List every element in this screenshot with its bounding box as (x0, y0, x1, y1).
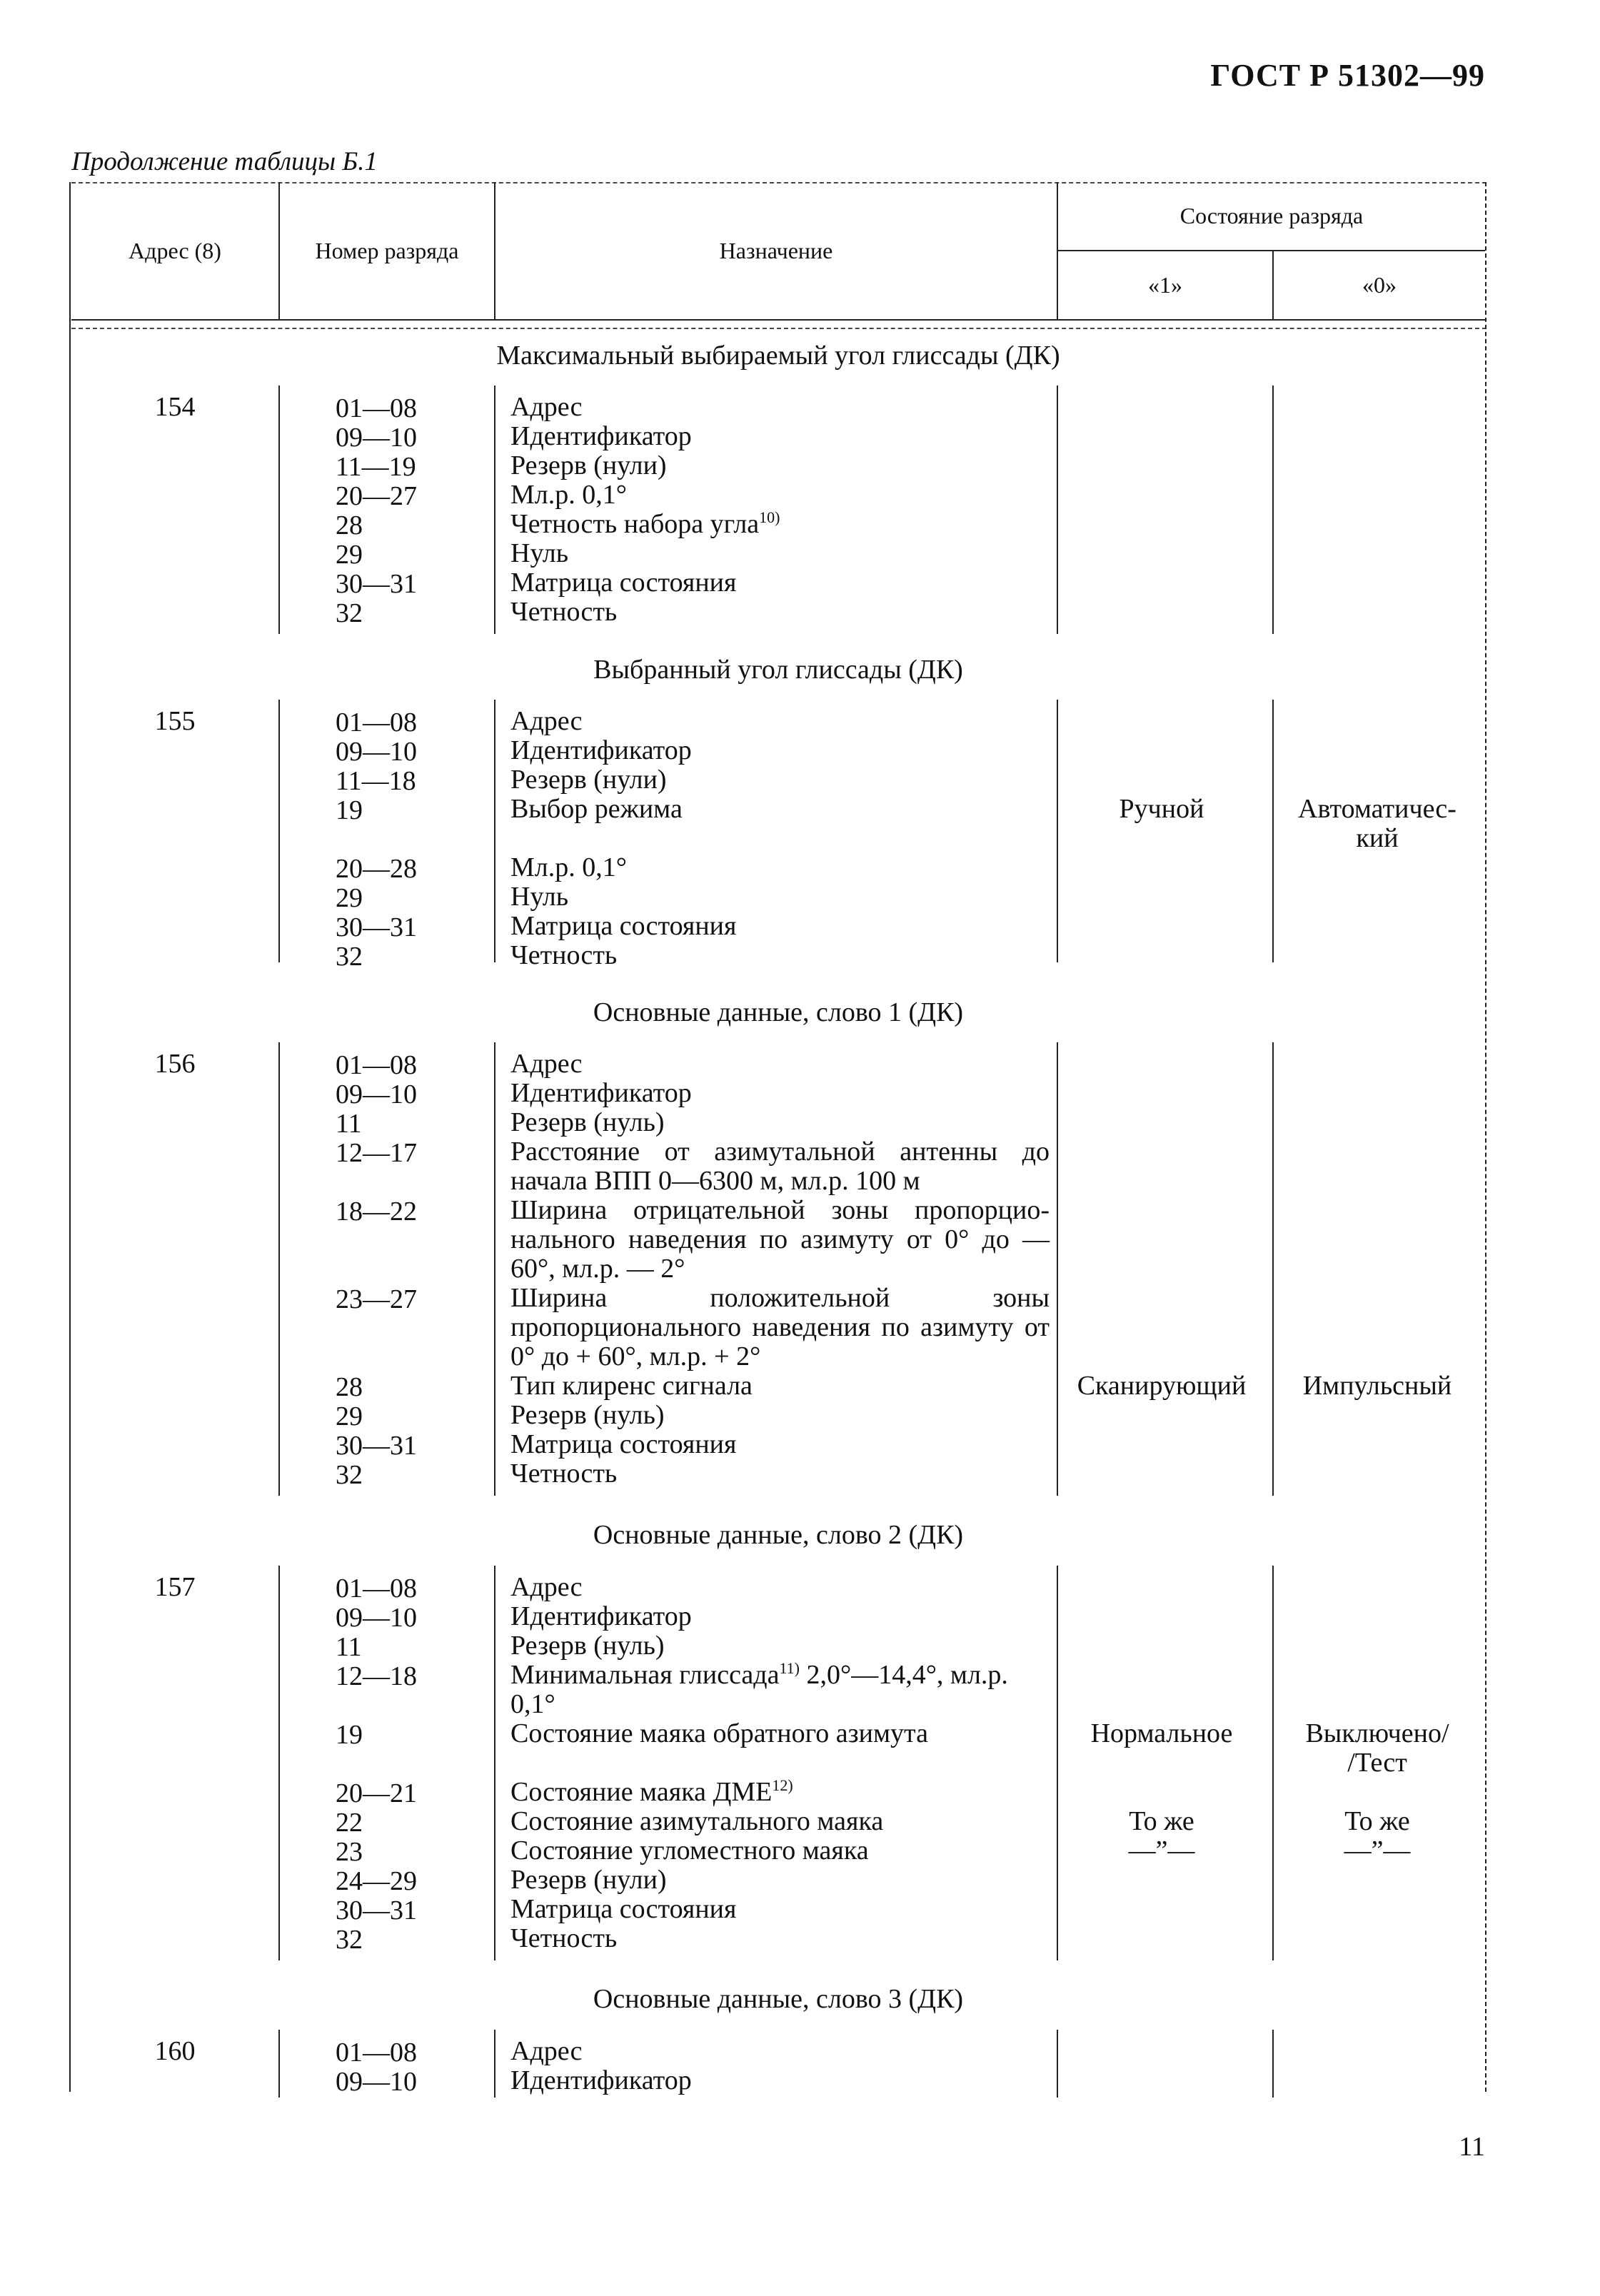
state-zero-value: —”— (1344, 1836, 1411, 1866)
header-bottom-rule (71, 319, 1486, 321)
state-zero-value: Импульсный (1302, 1371, 1452, 1401)
state-zero-value: То же (1344, 1806, 1410, 1836)
header-address: Адрес (8) (129, 237, 221, 263)
table-left-border (69, 182, 71, 2092)
section-title: Основные данные, слово 1 (ДК) (593, 997, 964, 1027)
address-cell: 156 (154, 1049, 196, 1079)
header-purpose: Назначение (719, 237, 833, 263)
header-bit-number: Номер разряда (315, 237, 459, 263)
state-one-value: Нормальное (1090, 1718, 1233, 1748)
section-title: Выбранный угол глиссады (ДК) (593, 655, 963, 685)
table-continuation-label: Продолжение таблицы Б.1 (71, 147, 378, 176)
address-cell: 160 (154, 2036, 196, 2066)
address-cell: 155 (154, 706, 196, 736)
state-zero-value: Выключено/ /Тест (1305, 1718, 1449, 1778)
header-bit-state: Состояние разряда (1179, 203, 1364, 228)
footnote-ref: 10) (759, 508, 780, 526)
footnote-ref: 11) (779, 1659, 800, 1677)
footnote-ref: 12) (772, 1776, 793, 1794)
state-one-value: То же (1129, 1806, 1194, 1836)
header-state-zero: «0» (1362, 272, 1397, 298)
address-cell: 157 (154, 1572, 196, 1602)
state-one-value: Ручной (1119, 794, 1204, 824)
state-one-value: —”— (1128, 1836, 1195, 1866)
table-right-border (1485, 182, 1486, 2092)
section-title: Максимальный выбираемый угол глиссады (ДК) (496, 341, 1060, 371)
section-title: Основные данные, слово 2 (ДК) (593, 1520, 964, 1550)
page-number: 11 (1459, 2132, 1485, 2162)
document-page: ГОСТ Р 51302—99 Продолжение таблицы Б.1 Адрес (8) Номер разряда Назначение Состояние разряда «1» «0» Максимальный выбираемый угол глиссады (ДК) 154 01—08 Адрес 09—10 Идентификатор 11—19 Резерв (нули) 20—27 Мл.р. 0,1° 28 Четность набора угла$^{10)}$ 29 Нуль 30—31 Матрица состояния 32 Четность Выбранный угол глиссады (ДК) 155 01—08 Адрес 09—10 Идентификатор 11—18 Резерв (нули) 19 Выбор режима Ручной Автоматичес- кий 20—28 Мл.р. 0,1° 29 Нуль 30—31 Матрица состояния 32 Четность Основные данные, слово 1 (ДК) 156 01—08 Адрес 09—10 Идентификатор 11 Резерв (нуль) 12—17 Расстояние от азимутальной антенны до начала ВПП 0—6300 м, мл.р. 100 м 18—22 Ширина отрицательной зоны пропорцио-нального наведения по азимуту от 0° до — 60°, мл.р. — 2° 23—27 Ширина положительной зоны пропорционального наведения по азимуту от 0° до + 60°, мл.р. + 2° 28 Тип клиренс сигнала Сканирующий Импульсный 29 Резерв (нуль) 30—31 Матрица состояния 32 Четность Основные данные, слово 2 (ДК) 157 01—08 Адрес 09—10 Идентификатор 11 Резерв (нуль) 12—18 Минимальная глиссада$^{11)}$ 2,0°—14,4°, мл.р. 0,1° 19 Состояние маяка обратного азимута Нормальное Выключено/ /Тест 20—21 Состояние маяка ДМЕ$^{12)}$ 22 Состояние азимутального маяка То же То же 23 Состояние угломестного маяка —”— —”— 24—29 Резерв (нули) 30—31 Матрица состояния 32 Четность Основные данные, слово 3 (ДК) 160 01—08 Адрес 09—10 Идентификатор 11 (0, 0, 1600, 2296)
section-title: Основные данные, слово 3 (ДК) (593, 1984, 964, 2014)
address-cell: 154 (154, 392, 196, 422)
document-id: ГОСТ Р 51302—99 (1210, 58, 1485, 93)
header-bottom-rule-2 (71, 328, 1486, 329)
header-state-one: «1» (1148, 272, 1182, 298)
state-one-value: Сканирующий (1077, 1371, 1247, 1401)
state-zero-value: Автоматичес- кий (1298, 794, 1456, 853)
